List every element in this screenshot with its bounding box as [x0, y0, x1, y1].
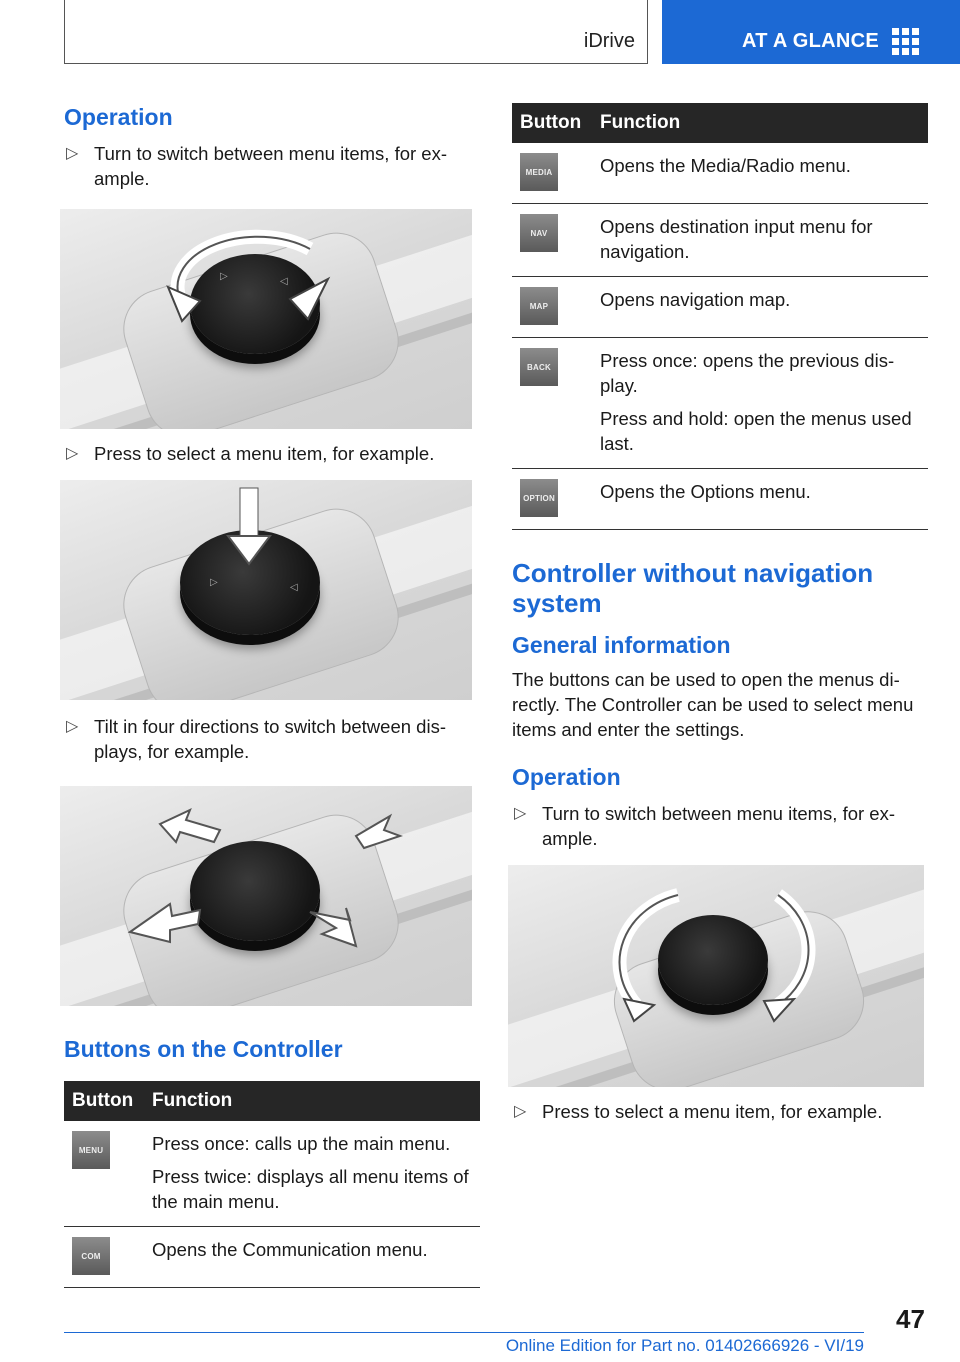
nav-button-icon: NAV [520, 214, 558, 252]
function-text: Press and hold: open the menus used last. [600, 408, 912, 454]
controller-tilt-image [60, 786, 472, 1006]
list-item [64, 141, 480, 191]
controller-press-image [60, 480, 472, 700]
table-row [64, 1227, 480, 1288]
svg-text:▷: ▷ [210, 577, 218, 588]
back-button-icon: BACK [520, 348, 558, 386]
section-heading: Controller without navigation system [512, 558, 874, 618]
header-section-title: iDrive [583, 30, 635, 52]
function-text: Press once: calls up the main menu. [152, 1133, 451, 1154]
function-text: Press twice: displays all menu items of the main menu. [152, 1166, 469, 1212]
triangle-bullet-icon: ▷ [514, 805, 527, 822]
svg-text:◁: ◁ [290, 582, 298, 593]
menu-button-icon: MENU [72, 1131, 110, 1169]
table-header-row [64, 1081, 480, 1121]
controller-turn-image [60, 209, 472, 429]
column-header-function: Function [592, 103, 928, 143]
function-text: Opens navigation map. [600, 289, 791, 310]
table-row [512, 277, 928, 338]
footer-divider [64, 1332, 864, 1333]
general-information-text: The buttons can be used to open the menus di-rectly. The Controller can be used to select menu items and enter the settings. [512, 669, 914, 740]
triangle-bullet-icon: ▷ [66, 718, 79, 735]
buttons-heading: Buttons on the Controller [64, 1036, 343, 1062]
com-button-icon: COM [72, 1237, 110, 1275]
controller-turn-image-no-nav [508, 865, 924, 1087]
bullet-text: Press to select a menu item, for example. [94, 443, 435, 464]
grid-menu-icon [892, 28, 919, 55]
table-header-row [512, 103, 928, 143]
table-row [512, 469, 928, 530]
buttons-table-right [512, 103, 928, 530]
header-frame [64, 0, 648, 64]
svg-text:◁: ◁ [280, 276, 288, 287]
table-row [512, 338, 928, 469]
page-number: 47 [896, 1304, 925, 1334]
list-item [64, 441, 480, 466]
right-column [512, 103, 928, 1124]
triangle-bullet-icon: ▷ [514, 1103, 527, 1120]
table-row [512, 143, 928, 204]
table-row [64, 1121, 480, 1227]
column-header-button: Button [64, 1081, 144, 1121]
triangle-bullet-icon: ▷ [66, 145, 79, 162]
footer-edition-text: Online Edition for Part no. 01402666926 - VI/19 [505, 1336, 864, 1355]
svg-text:▷: ▷ [220, 271, 228, 282]
function-text: Opens destination input menu for navigation. [600, 216, 873, 262]
general-information-heading: General information [512, 632, 731, 658]
column-header-button: Button [512, 103, 592, 143]
function-text: Opens the Options menu. [600, 481, 811, 502]
table-row [512, 204, 928, 277]
list-item [512, 1099, 928, 1124]
function-text: Press once: opens the previous dis-play. [600, 350, 895, 396]
option-button-icon: OPTION [520, 479, 558, 517]
map-button-icon: MAP [520, 287, 558, 325]
column-header-function: Function [144, 1081, 480, 1121]
function-text: Opens the Communication menu. [152, 1239, 428, 1260]
triangle-bullet-icon: ▷ [66, 445, 79, 462]
operation-heading: Operation [64, 104, 173, 130]
bullet-text: Tilt in four directions to switch between dis-plays, for example. [94, 716, 446, 762]
bullet-text: Press to select a menu item, for example. [542, 1101, 883, 1122]
left-column [64, 100, 480, 1288]
bullet-text: Turn to switch between menu items, for ex-ample. [94, 143, 448, 189]
header-chapter-label: AT A GLANCE [742, 30, 879, 52]
operation-heading: Operation [512, 764, 621, 790]
list-item [512, 801, 928, 851]
function-text: Opens the Media/Radio menu. [600, 155, 851, 176]
media-button-icon: MEDIA [520, 153, 558, 191]
list-item [64, 714, 480, 764]
bullet-text: Turn to switch between menu items, for ex-ample. [542, 803, 896, 849]
buttons-table-left [64, 1081, 480, 1288]
header-chapter-tab[interactable] [662, 0, 960, 64]
